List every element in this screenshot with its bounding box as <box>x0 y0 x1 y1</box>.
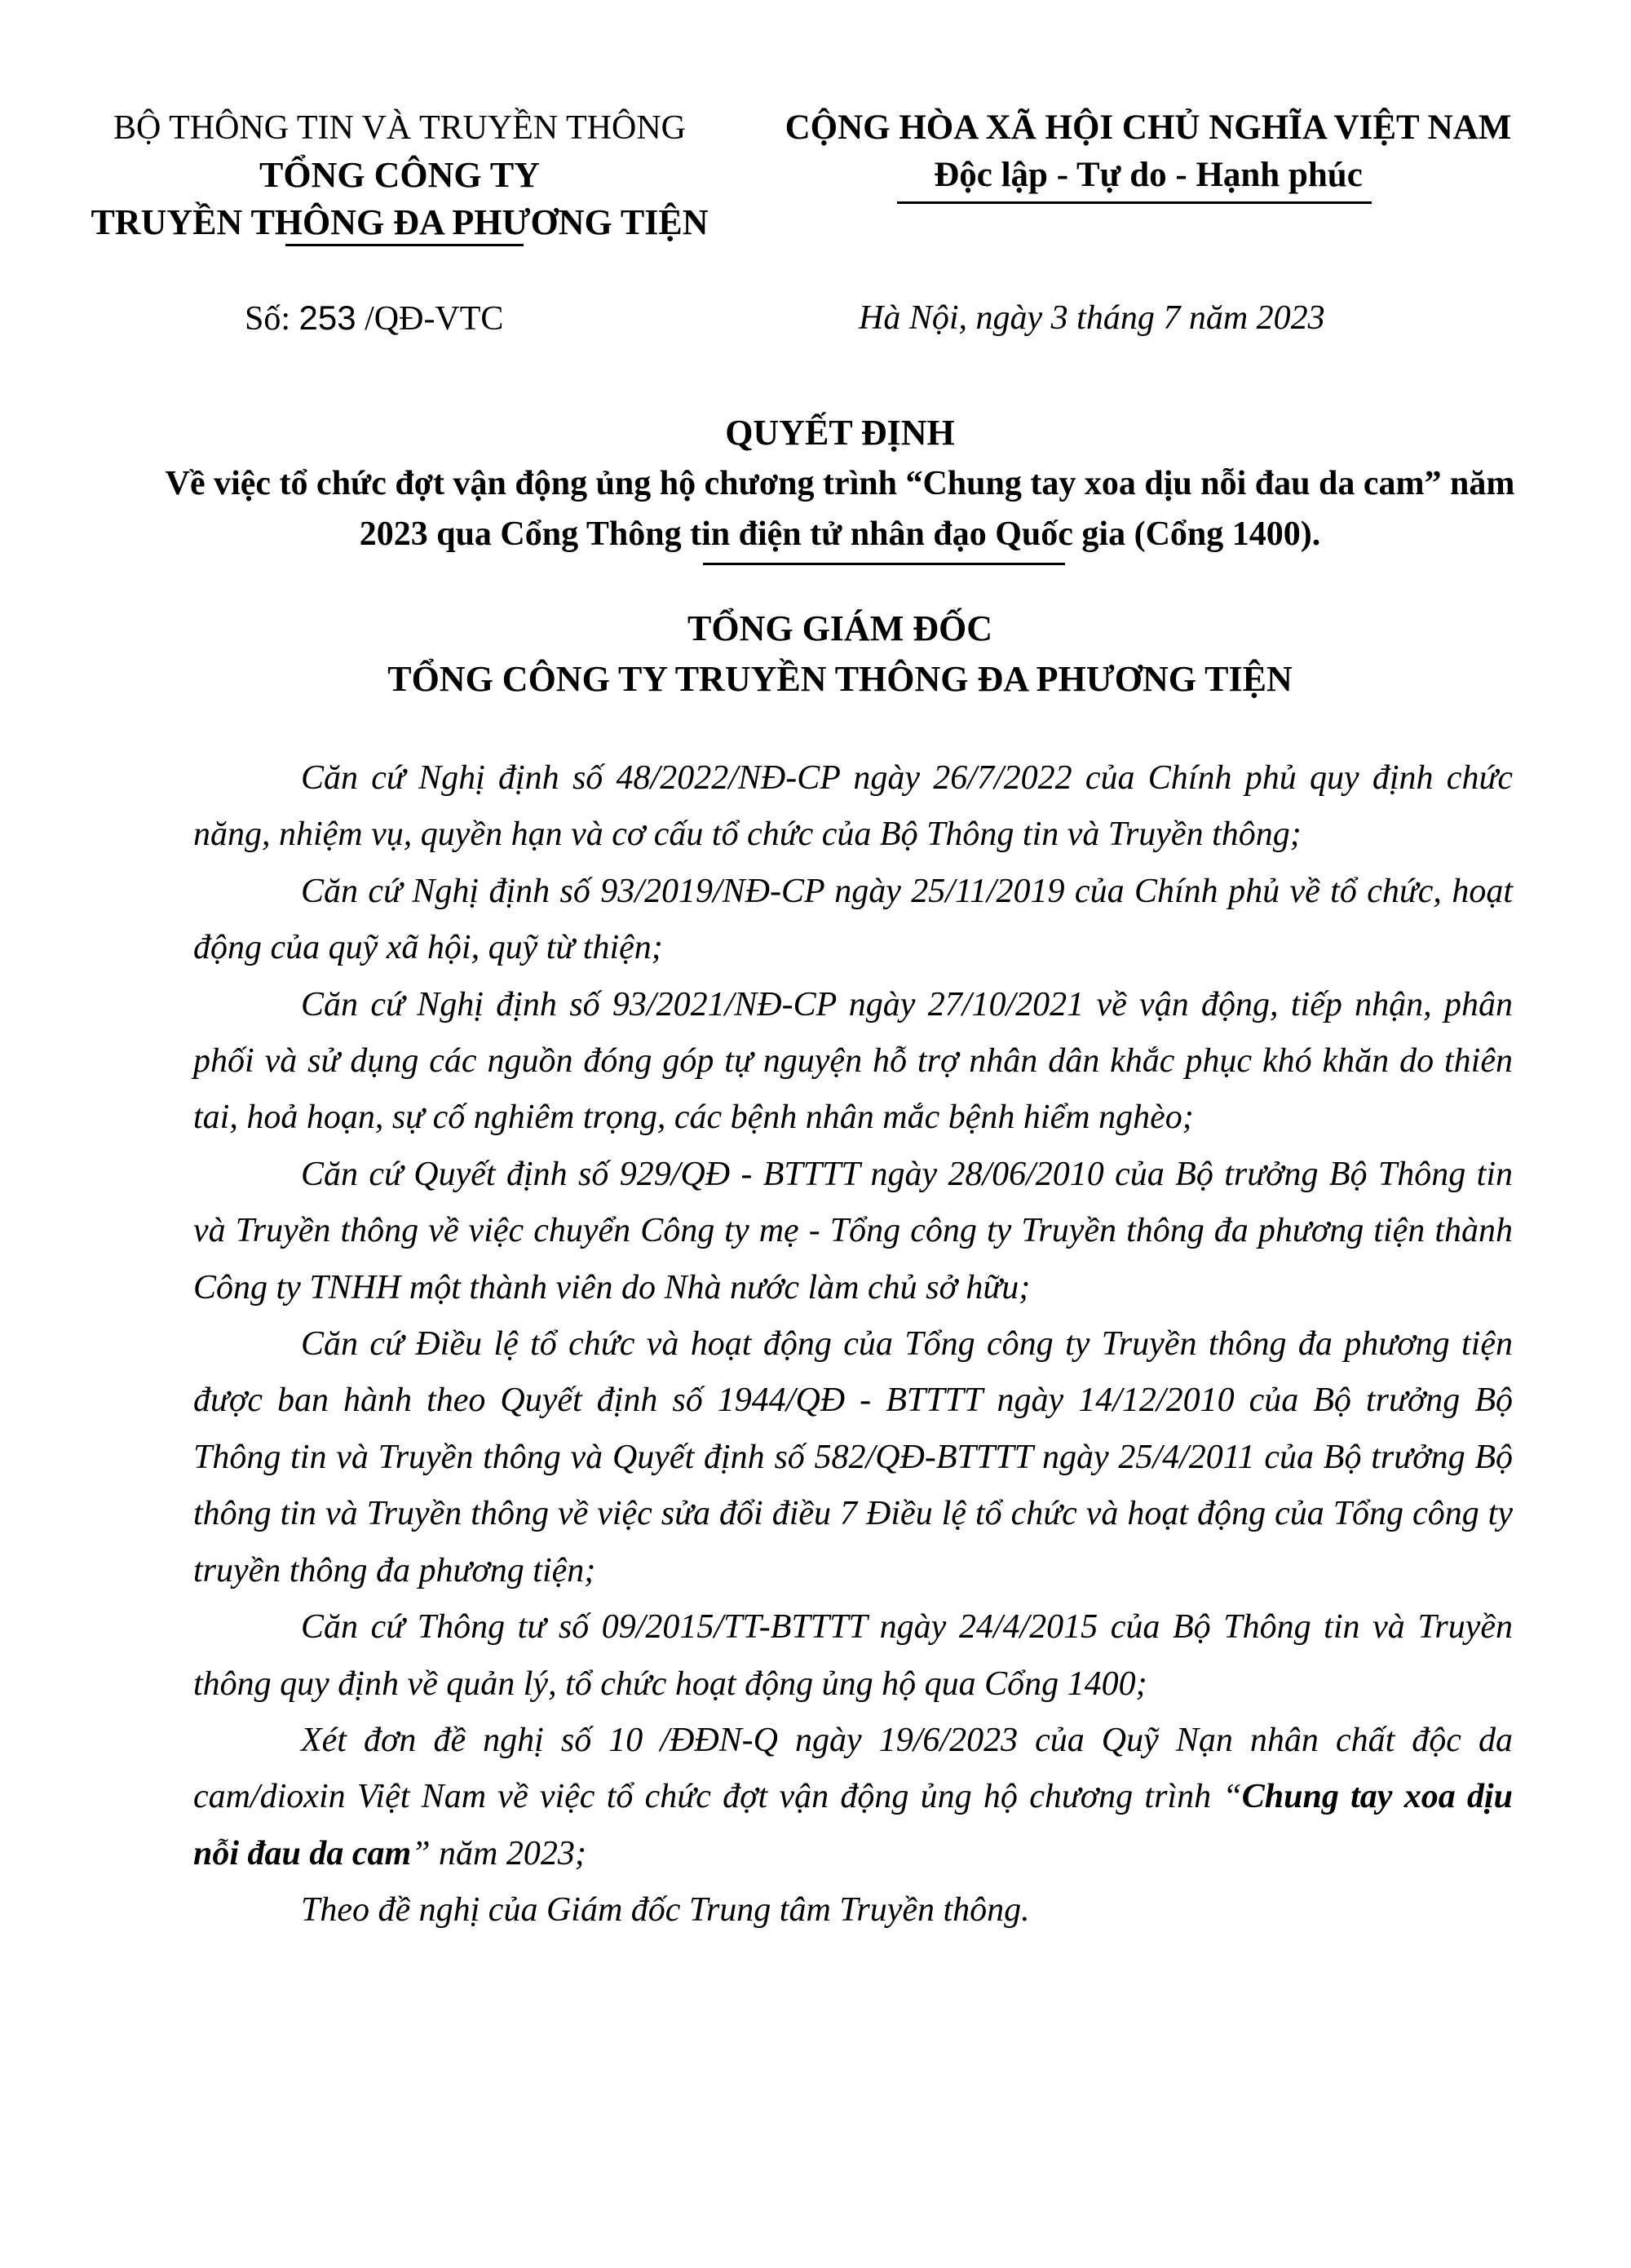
agency-underline <box>285 244 524 246</box>
basis-paragraph: Căn cứ Nghị định số 93/2019/NĐ-CP ngày 25/11/2019 của Chính phủ về tổ chức, hoạt động của quỹ xã hội, quỹ từ thiện; <box>193 872 1513 967</box>
basis-paragraph: Căn cứ Quyết định số 929/QĐ - BTTTT ngày 28/06/2010 của Bộ trưởng Bộ Thông tin và Truyền thông về việc chuyển Công ty mẹ - Tổng công ty Truyền thông đa phương tiện thành Công ty TNHH một thành viên do Nhà nước làm chủ sở hữu; <box>193 1155 1513 1306</box>
authority-title: TỔNG GIÁM ĐỐC <box>687 608 992 648</box>
basis-paragraph: Căn cứ Nghị định số 48/2022/NĐ-CP ngày 26/7/2022 của Chính phủ quy định chức năng, nhiệm vụ, quyền hạn và cơ cấu tổ chức của Bộ Thông tin và Truyền thông; <box>193 759 1513 854</box>
basis-paragraph: Căn cứ Thông tư số 09/2015/TT-BTTTT ngày 24/4/2015 của Bộ Thông tin và Truyền thông quy định về quản lý, tổ chức hoạt động ủng hộ qua Cổng 1400; <box>193 1608 1513 1703</box>
national-motto: Độc lập - Tự do - Hạnh phúc <box>934 156 1363 194</box>
legal-bases <box>193 750 1513 1939</box>
document-type: QUYẾT ĐỊNH <box>725 413 955 453</box>
petition-paragraph: Xét đơn đề nghị số 10 /ĐĐN-Q ngày 19/6/2023 của Quỹ Nạn nhân chất độc da cam/dioxin Việt Nam về việc tổ chức đợt vận động ủng hộ chương trình “Chung tay xoa dịu nỗi đau da cam” năm 2023; <box>193 1721 1513 1872</box>
country-name: CỘNG HÒA XÃ HỘI CHỦ NGHĨA VIỆT NAM <box>785 108 1512 147</box>
number-value: 253 <box>298 298 356 337</box>
national-title-block <box>757 104 1540 199</box>
authority-org: TỔNG CÔNG TY TRUYỀN THÔNG ĐA PHƯƠNG TIỆN <box>387 659 1293 699</box>
proposal-paragraph: Theo đề nghị của Giám đốc Trung tâm Truyền thông. <box>301 1891 1030 1930</box>
issuing-agency-block <box>73 104 726 246</box>
org-name-line1: TỔNG CÔNG TY <box>259 155 540 195</box>
authority-block <box>163 603 1517 705</box>
motto-underline <box>897 201 1372 204</box>
basis-paragraph: Căn cứ Điều lệ tổ chức và hoạt động của Tổng công ty Truyền thông đa phương tiện được ban hành theo Quyết định số 1944/QĐ - BTTTT ngày 14/12/2010 của Bộ trưởng Bộ Thông tin và Truyền thông và Quyết định số 582/QĐ-BTTTT ngày 25/4/2011 của Bộ trưởng Bộ thông tin và Truyền thông về việc sửa đổi điều 7 Điều lệ tổ chức và hoạt động của Tổng công ty truyền thông đa phương tiện; <box>193 1325 1513 1589</box>
basis-paragraph: Căn cứ Nghị định số 93/2021/NĐ-CP ngày 27/10/2021 về vận động, tiếp nhận, phân phối và sử dụng các nguồn đóng góp tự nguyện hỗ trợ nhân dân khắc phục khó khăn do thiên tai, hoả hoạn, sự cố nghiêm trọng, các bệnh nhân mắc bệnh hiểm nghèo; <box>193 985 1513 1137</box>
program-name: Chung tay xoa dịu nỗi đau da cam <box>193 1778 1513 1872</box>
subject-underline <box>703 563 1065 565</box>
org-name-line2: TRUYỀN THÔNG ĐA PHƯƠNG TIỆN <box>91 202 709 242</box>
place-and-date: Hà Nội, ngày 3 tháng 7 năm 2023 <box>859 299 1325 337</box>
ministry-name: BỘ THÔNG TIN VÀ TRUYỀN THÔNG <box>113 109 686 147</box>
document-subject: Về việc tổ chức đợt vận động ủng hộ chương trình “Chung tay xoa dịu nỗi đau da cam” năm 2023 qua Cổng Thông tin điện tử nhân đạo Quốc gia (Cổng 1400). <box>165 465 1515 553</box>
document-number: Số: 253 /QĐ-VTC <box>245 298 504 338</box>
